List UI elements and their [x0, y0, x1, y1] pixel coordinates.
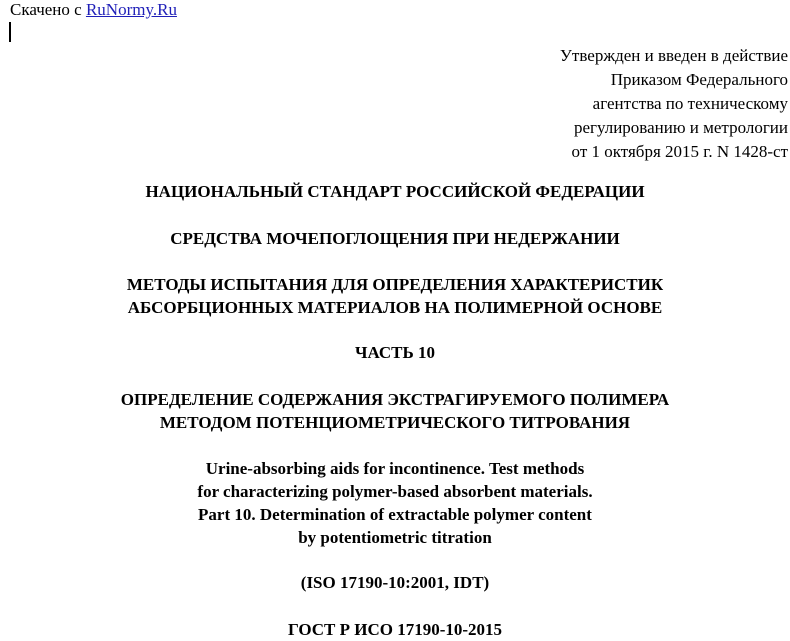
part-text: ЧАСТЬ 10: [354, 343, 435, 362]
gost-number: [0, 618, 790, 641]
english-line: Urine-absorbing aids for incontinence. Test methods: [205, 459, 585, 478]
source-prefix: Скачено с: [10, 0, 86, 19]
english-title: [0, 457, 790, 549]
methods-heading: [0, 273, 790, 319]
determination-line: ОПРЕДЕЛЕНИЕ СОДЕРЖАНИЯ ЭКСТРАГИРУЕМОГО ПОЛИМЕРА: [120, 390, 670, 409]
source-line: [10, 0, 177, 20]
text-cursor: [9, 22, 11, 42]
approval-block: [388, 44, 788, 164]
approval-line: регулированию и метрологии: [573, 118, 788, 137]
approval-line: Приказом Федерального: [610, 70, 788, 89]
document-title: [0, 227, 790, 250]
english-line: for characterizing polymer-based absorbent materials.: [197, 482, 593, 501]
iso-reference: [0, 571, 790, 594]
english-line: by potentiometric titration: [298, 528, 492, 547]
approval-line: Утвержден и введен в действие: [559, 46, 788, 65]
english-line: Part 10. Determination of extractable polymer content: [198, 505, 592, 524]
part-heading: [0, 341, 790, 364]
national-standard-text: НАЦИОНАЛЬНЫЙ СТАНДАРТ РОССИЙСКОЙ ФЕДЕРАЦИИ: [145, 182, 645, 201]
methods-line: МЕТОДЫ ИСПЫТАНИЯ ДЛЯ ОПРЕДЕЛЕНИЯ ХАРАКТЕРИСТИК: [126, 275, 664, 294]
determination-heading: [0, 388, 790, 434]
iso-reference-text: (ISO 17190-10:2001, IDT): [300, 573, 490, 592]
approval-line: агентства по техническому: [592, 94, 788, 113]
gost-number-text: ГОСТ Р ИСО 17190-10-2015: [287, 620, 503, 639]
methods-line: АБСОРБЦИОННЫХ МАТЕРИАЛОВ НА ПОЛИМЕРНОЙ ОСНОВЕ: [127, 298, 663, 317]
source-link[interactable]: RuNormy.Ru: [85, 0, 177, 19]
national-standard-heading: [0, 180, 790, 203]
determination-line: МЕТОДОМ ПОТЕНЦИОМЕТРИЧЕСКОГО ТИТРОВАНИЯ: [159, 413, 631, 432]
approval-line: от 1 октября 2015 г. N 1428-ст: [571, 142, 788, 161]
document-title-text: СРЕДСТВА МОЧЕПОГЛОЩЕНИЯ ПРИ НЕДЕРЖАНИИ: [170, 229, 620, 248]
